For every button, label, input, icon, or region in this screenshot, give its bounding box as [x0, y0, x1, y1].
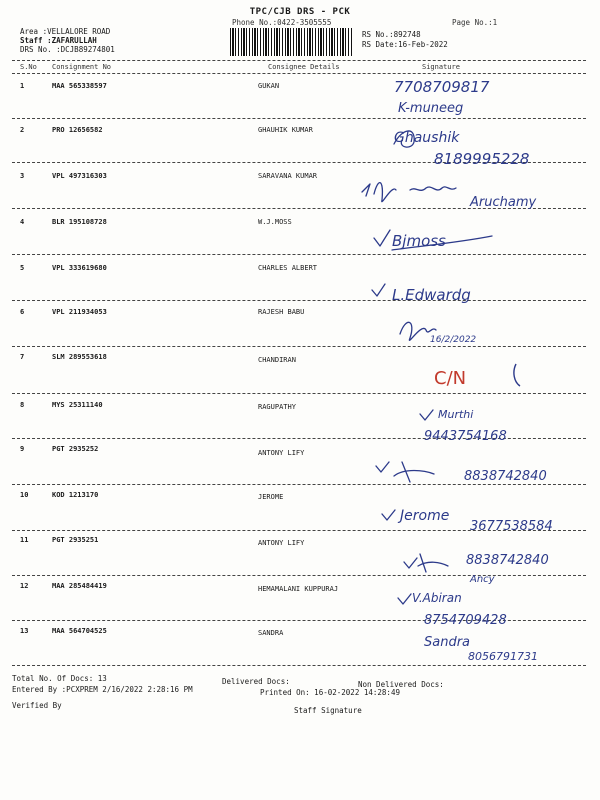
row-consignment: PRO 12656582	[52, 126, 103, 134]
row-sno: 10	[20, 491, 29, 499]
divider	[12, 73, 586, 74]
row-consignment: SLM 289553618	[52, 353, 107, 361]
handwritten-phone: 8838742840	[464, 469, 547, 484]
handwritten-name: Ancy	[470, 574, 495, 585]
row-consignment: KOD 1213170	[52, 491, 99, 499]
staff-label: Staff :ZAFARULLAH	[20, 36, 97, 45]
rs-date: RS Date:16-Feb-2022	[362, 40, 448, 49]
document-title: TPC/CJB DRS - PCK	[249, 7, 351, 17]
row-sno: 1	[20, 82, 25, 90]
signature-row-8	[418, 404, 568, 444]
row-consignee: GHAUHIK KUMAR	[258, 126, 313, 134]
signature-row-1	[390, 78, 570, 118]
handwritten-name: L.Edwardg	[392, 286, 471, 304]
handwritten-phone: 3677538584	[470, 519, 553, 534]
col-header-sno: S.No	[20, 63, 37, 71]
handwritten-name: Jerome	[400, 508, 450, 524]
barcode	[230, 28, 352, 56]
row-sno: 3	[20, 172, 25, 180]
row-sno: 2	[20, 126, 25, 134]
handwritten-name: Ghaushik	[394, 130, 460, 146]
row-consignee: SARAVANA KUMAR	[258, 172, 318, 180]
area-label: Area :VELLALORE ROAD	[20, 27, 111, 36]
row-consignee: CHARLES ALBERT	[258, 264, 318, 272]
entered-by: Entered By :PCXPREM 2/16/2022 2:28:16 PM	[12, 685, 193, 694]
row-consignment: VPL 333619680	[52, 264, 107, 272]
signature-row-11	[400, 548, 590, 588]
handwritten-name: Sandra	[424, 635, 471, 650]
phone-number: Phone No.:0422-3505555	[232, 18, 332, 27]
row-consignment: PGT 2935251	[52, 536, 99, 544]
delivered-docs: Delivered Docs:	[222, 677, 290, 686]
divider	[12, 60, 586, 61]
handwritten-name: Murthi	[438, 408, 474, 421]
signature-row-7	[420, 360, 540, 394]
row-consignee: ANTONY LIFY	[258, 539, 305, 547]
non-delivered-docs: Non Delivered Docs:	[358, 680, 444, 689]
col-header-signature: Signature	[422, 63, 460, 71]
col-header-consignee: Consignee Details	[268, 63, 340, 71]
printed-on: Printed On: 16-02-2022 14:28:49	[260, 688, 400, 697]
signature-row-9	[372, 456, 572, 492]
row-sno: 8	[20, 401, 25, 409]
handwritten-date: 16/2/2022	[430, 335, 477, 345]
row-consignee: SANDRA	[258, 629, 284, 637]
signature-row-3	[360, 172, 570, 214]
signature-row-12	[396, 588, 566, 628]
total-docs: Total No. Of Docs: 13	[12, 674, 107, 683]
page-number: Page No.:1	[452, 18, 498, 27]
handwritten-phone: 8189995228	[434, 150, 530, 168]
handwritten-name: Aruchamy	[470, 195, 537, 210]
col-header-consignment: Consignment No	[52, 63, 112, 71]
row-sno: 11	[20, 536, 29, 544]
row-consignment: VPL 211934053	[52, 308, 107, 316]
row-consignment: MYS 25311140	[52, 401, 103, 409]
row-sno: 9	[20, 445, 25, 453]
row-consignee: HEMAMALANI KUPPURAJ	[258, 585, 339, 593]
signature-row-2	[392, 124, 572, 168]
row-sno: 5	[20, 264, 25, 272]
drs-number: DRS No. :DCJB89274801	[20, 45, 115, 54]
row-consignment: MAA 564704525	[52, 627, 107, 635]
row-consignee: CHANDIRAN	[258, 356, 296, 364]
row-consignee: W.J.MOSS	[258, 218, 292, 226]
rs-number: RS No.:892748	[362, 30, 421, 39]
staff-signature: Staff Signature	[294, 706, 362, 715]
signature-row-13	[420, 630, 590, 666]
handwritten-phone: 9443754168	[424, 429, 507, 444]
row-consignee: JEROME	[258, 493, 284, 501]
row-consignment: BLR 195108728	[52, 218, 107, 226]
handwritten-name: K-muneeg	[398, 101, 464, 116]
handwritten-name: Bjmoss	[392, 232, 446, 250]
signature-row-5	[370, 276, 550, 310]
row-consignee: GUKAN	[258, 82, 280, 90]
signature-row-6	[396, 312, 516, 352]
row-consignee: ANTONY LIFY	[258, 449, 305, 457]
row-sno: 12	[20, 582, 29, 590]
row-consignment: MAA 565338597	[52, 82, 107, 90]
signature-row-10	[378, 500, 578, 536]
row-divider	[12, 118, 586, 119]
row-consignment: VPL 497316303	[52, 172, 107, 180]
row-consignment: PGT 2935252	[52, 445, 99, 453]
row-sno: 4	[20, 218, 25, 226]
handwritten-phone: 8838742840	[466, 553, 549, 568]
row-sno: 7	[20, 353, 25, 361]
handwritten-phone: 8056791731	[468, 650, 538, 663]
verified-by: Verified By	[12, 701, 62, 710]
row-consignee: RAGUPATHY	[258, 403, 296, 411]
row-consignee: RAJESH BABU	[258, 308, 305, 316]
signature-row-4	[370, 220, 510, 258]
handwritten-phone: 8754709428	[424, 613, 507, 628]
row-sno: 6	[20, 308, 25, 316]
handwritten-mark: C/N	[434, 368, 467, 389]
row-consignment: MAA 285484419	[52, 582, 107, 590]
handwritten-phone: 7708709817	[394, 78, 490, 96]
handwritten-name: V.Abiran	[412, 591, 462, 605]
row-sno: 13	[20, 627, 29, 635]
